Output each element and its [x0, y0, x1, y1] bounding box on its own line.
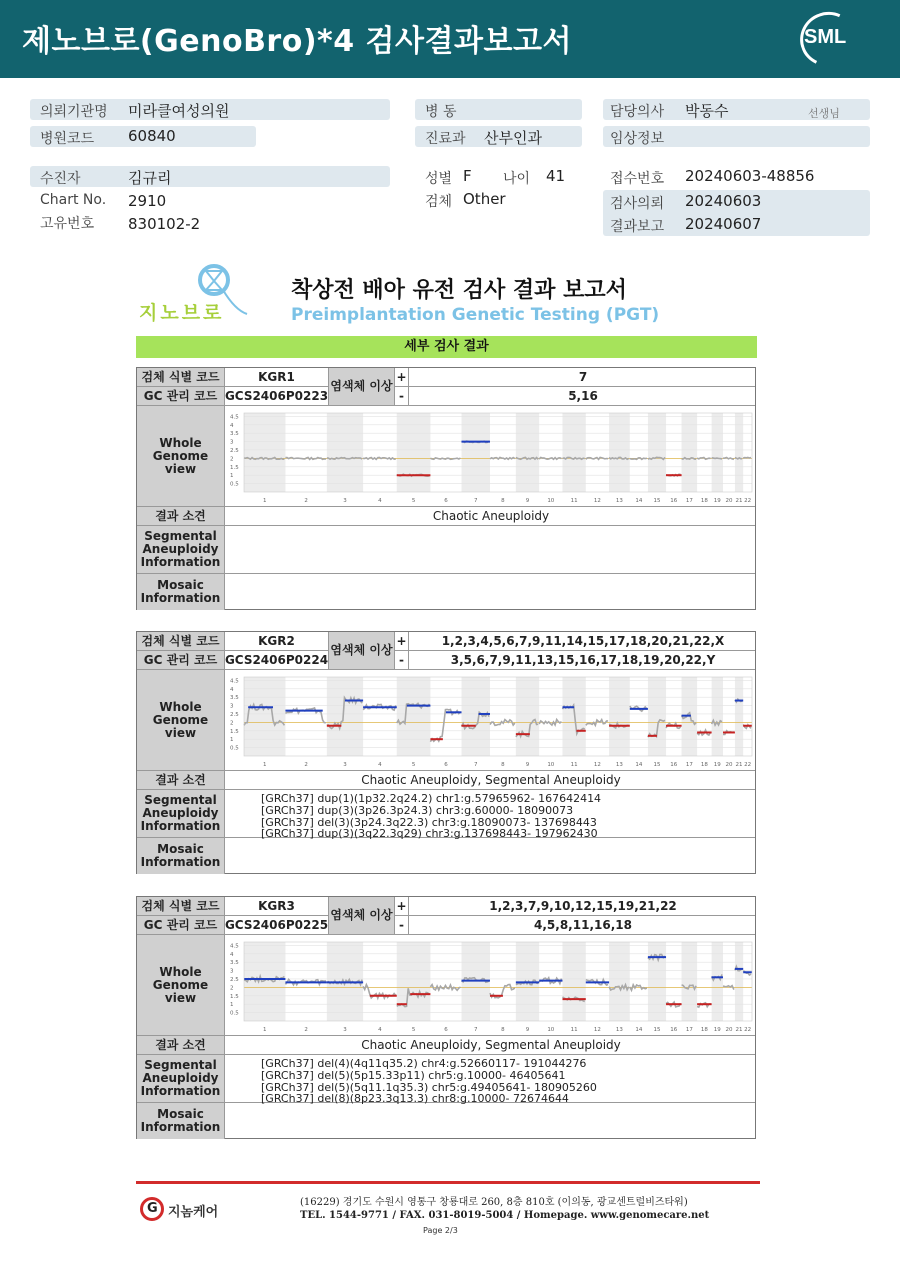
chromosome-label: 20 — [725, 1027, 733, 1033]
facility-value: 미라클여성의원 — [128, 102, 230, 120]
section-title: 세부 검사 결과 — [136, 336, 757, 358]
chromosome-label: 2 — [304, 762, 308, 768]
sample-block — [136, 896, 756, 1139]
receipt-label: 접수번호 — [610, 171, 665, 187]
chromosome-label: 6 — [444, 762, 448, 768]
name-label: 수진자 — [40, 171, 81, 187]
copy-number-trace — [490, 457, 515, 459]
chromosome-label: 8 — [501, 498, 505, 504]
loss-sign: - — [395, 387, 409, 405]
finding-row — [137, 507, 755, 526]
sample-id-label: 검체 식별 코드 — [137, 368, 225, 386]
y-tick-label: 4 — [230, 951, 234, 958]
document-title: 제노브로(GenoBro)*4 검사결과보고서 — [22, 24, 572, 59]
segmental-item: [GRCh37] del(5)(5q11.1q35.3) chr5:g.49405641- 180905260 — [261, 1080, 597, 1094]
id-label: 고유번호 — [40, 216, 95, 232]
y-tick-label: 1.5 — [230, 728, 239, 735]
y-tick-label: 4 — [230, 686, 234, 693]
pill-name — [30, 166, 390, 187]
whole-genome-label: Whole Genome view — [137, 670, 225, 770]
y-tick-label: 3 — [230, 703, 234, 710]
chromosome-label: 19 — [713, 1027, 721, 1033]
header-bar — [0, 0, 900, 78]
department-value: 산부인과 — [484, 129, 542, 147]
segmental-row — [137, 1055, 755, 1106]
chromosome-label: 12 — [593, 762, 601, 768]
genomecare-logo — [140, 1197, 230, 1223]
y-tick-label: 3.5 — [230, 960, 239, 967]
chromosome-label: 6 — [444, 1027, 448, 1033]
sample-id-value: KGR1 — [225, 368, 329, 386]
chromosome-label: 7 — [473, 498, 478, 504]
copy-number-trace — [539, 457, 561, 459]
sample-id-row — [137, 632, 755, 651]
sml-logo-text: SML — [804, 26, 847, 48]
chromosome-label: 4 — [378, 762, 382, 768]
segmental-row — [137, 790, 755, 841]
chromosome-label: 22 — [744, 1027, 752, 1033]
segmental-item: [GRCh37] dup(3)(3p26.3p24.3) chr3:g.60000- 18090073 — [261, 803, 574, 817]
loss-sign: - — [395, 651, 409, 669]
hospital-code-label: 병원코드 — [40, 131, 95, 147]
y-tick-label: 2 — [230, 985, 234, 992]
loss-chromosomes: 4,5,8,11,16,18 — [534, 917, 632, 932]
chromosome-label: 13 — [615, 498, 623, 504]
gc-code-row — [137, 916, 755, 935]
chromosome-label: 17 — [685, 762, 693, 768]
whole-genome-label: Whole Genome view — [137, 935, 225, 1035]
chromosome-label: 20 — [725, 498, 733, 504]
mosaic-value — [225, 574, 757, 610]
specimen-label: 검체 — [425, 194, 453, 210]
y-tick-label: 1 — [230, 1002, 234, 1009]
y-tick-label: 2 — [230, 720, 234, 727]
chromosome-label: 1 — [262, 498, 267, 504]
chromosome-label: 15 — [653, 498, 661, 504]
genomecare-g-icon: G — [140, 1197, 164, 1221]
chart-label: Chart No. — [40, 192, 107, 208]
gain-chromosomes: 1,2,3,4,5,6,7,9,11,14,15,17,18,20,21,22,X — [441, 633, 725, 648]
finding-label: 결과 소견 — [137, 507, 225, 525]
finding-label: 결과 소견 — [137, 1036, 225, 1054]
finding-row — [137, 771, 755, 790]
segmental-item: [GRCh37] del(5)(5p15.33p11) chr5:g.10000- 46405641 — [261, 1068, 566, 1082]
y-tick-label: 2.5 — [230, 711, 239, 718]
genome-plot-KGR3 — [226, 936, 756, 1035]
copy-number-trace — [723, 457, 734, 459]
chromosome-label: 3 — [343, 498, 347, 504]
finding-value: Chaotic Aneuploidy, Segmental Aneuploidy — [361, 772, 621, 787]
finding-value: Chaotic Aneuploidy, Segmental Aneuploidy — [361, 1037, 621, 1052]
footer-address-line: (16229) 경기도 수원시 영통구 창룡대로 260, 8층 810호 (이의동, 광교센트럴비즈타워) — [300, 1197, 688, 1208]
chromosome-label: 11 — [570, 1027, 578, 1033]
sample-id-label: 검체 식별 코드 — [137, 632, 225, 650]
sex-label: 성별 — [425, 171, 453, 187]
sample-id-value: KGR3 — [225, 897, 329, 915]
gc-code-label: GC 관리 코드 — [137, 651, 225, 669]
chromosome-label: 12 — [593, 498, 601, 504]
copy-number-trace — [586, 457, 608, 459]
mosaic-value — [225, 838, 757, 874]
chromosome-label: 1 — [262, 762, 267, 768]
loss-chromosomes: 3,5,6,7,9,11,13,15,16,17,18,19,20,22,Y — [450, 652, 716, 667]
sample-block — [136, 631, 756, 874]
chromosome-label: 18 — [700, 762, 708, 768]
whole-genome-row — [137, 406, 755, 507]
mosaic-row — [137, 574, 755, 610]
request-label: 검사의뢰 — [610, 196, 665, 212]
chromosome-label: 18 — [700, 1027, 708, 1033]
y-tick-label: 4.5 — [230, 678, 239, 685]
abnormality-label: 염색체 이상 — [329, 632, 395, 670]
sample-id-row — [137, 897, 755, 916]
chromosome-label: 9 — [525, 762, 530, 768]
chromosome-label: 11 — [570, 498, 578, 504]
copy-number-trace — [743, 457, 751, 458]
segmental-list — [261, 1058, 597, 1105]
name-value: 김규리 — [128, 169, 172, 187]
mosaic-value — [225, 1103, 757, 1139]
gc-code-value: GCS2406P0223 — [225, 387, 329, 405]
chromosome-label: 5 — [411, 762, 416, 768]
chromosome-label: 5 — [411, 1027, 416, 1033]
whole-genome-label: Whole Genome view — [137, 406, 225, 506]
sample-id-row — [137, 368, 755, 387]
chromosome-label: 8 — [501, 762, 505, 768]
abnormality-label: 염색체 이상 — [329, 368, 395, 406]
chromosome-label: 19 — [713, 498, 721, 504]
chromosome-label: 22 — [744, 498, 752, 504]
segmental-label: Segmental Aneuploidy Information — [137, 790, 225, 837]
copy-number-trace — [712, 458, 722, 459]
age-value: 41 — [546, 167, 566, 185]
loss-sign: - — [395, 916, 409, 934]
chromosome-label: 8 — [501, 1027, 505, 1033]
abnormality-label: 염색체 이상 — [329, 897, 395, 935]
whole-genome-row — [137, 935, 755, 1036]
chromosome-label: 9 — [525, 1027, 530, 1033]
segmental-item: [GRCh37] dup(3)(3q22.3q29) chr3:g.137698443- 197962430 — [261, 827, 598, 841]
y-tick-label: 0.5 — [230, 481, 239, 488]
genome-plot-KGR2 — [226, 671, 756, 770]
y-tick-label: 0.5 — [230, 745, 239, 752]
y-tick-label: 3.5 — [230, 431, 239, 438]
copy-number-trace — [285, 457, 325, 459]
gain-chromosomes: 7 — [578, 369, 588, 384]
y-tick-label: 2.5 — [230, 447, 239, 454]
chromosome-label: 13 — [615, 762, 623, 768]
chromosome-label: 1 — [262, 1027, 267, 1033]
gc-code-value: GCS2406P0225 — [225, 916, 329, 934]
chart-value: 2910 — [128, 192, 167, 210]
gc-code-label: GC 관리 코드 — [137, 916, 225, 934]
gain-sign: + — [395, 897, 409, 915]
chromosome-label: 2 — [304, 1027, 308, 1033]
chromosome-label: 16 — [670, 1027, 678, 1033]
receipt-value: 20240603-48856 — [685, 167, 815, 185]
segmental-label: Segmental Aneuploidy Information — [137, 526, 225, 573]
id-value: 830102-2 — [128, 215, 201, 233]
y-tick-label: 3.5 — [230, 695, 239, 702]
chromosome-label: 15 — [653, 1027, 661, 1033]
segmental-row — [137, 526, 755, 574]
gc-code-row — [137, 387, 755, 406]
chromosome-label: 17 — [685, 1027, 693, 1033]
chromosome-label: 5 — [411, 498, 416, 504]
chromosome-label: 22 — [744, 762, 752, 768]
footer-address — [300, 1196, 709, 1222]
chromosome-label: 15 — [653, 762, 661, 768]
segmental-list — [261, 793, 601, 840]
y-tick-label: 4.5 — [230, 943, 239, 950]
segmental-item: [GRCh37] del(8)(8p23.3q13.3) chr8:g.10000- 72674644 — [261, 1092, 569, 1106]
copy-number-trace — [697, 457, 710, 459]
request-value: 20240603 — [685, 192, 762, 210]
segmental-item: [GRCh37] del(4)(4q11q35.2) chr4:g.52660117- 191044276 — [261, 1057, 587, 1070]
finding-row — [137, 1036, 755, 1055]
sex-value: F — [463, 167, 472, 185]
y-tick-label: 1.5 — [230, 993, 239, 1000]
ward-label: 병 동 — [425, 104, 457, 120]
chromosome-label: 20 — [725, 762, 733, 768]
chromosome-label: 14 — [635, 762, 643, 768]
chromosome-label: 4 — [378, 498, 382, 504]
sample-block — [136, 367, 756, 610]
report-subtitle: Preimplantation Genetic Testing (PGT) — [291, 305, 660, 325]
footer-divider — [136, 1181, 760, 1184]
chromosome-label: 6 — [444, 498, 448, 504]
sml-logo — [800, 12, 858, 66]
chromosome-label: 7 — [473, 762, 478, 768]
gc-code-row — [137, 651, 755, 670]
genobro-logo — [135, 262, 260, 328]
mosaic-label: Mosaic Information — [137, 1103, 225, 1139]
finding-label: 결과 소견 — [137, 771, 225, 789]
chromosome-label: 10 — [547, 762, 555, 768]
gain-sign: + — [395, 632, 409, 650]
y-tick-label: 0.5 — [230, 1010, 239, 1017]
hospital-code-value: 60840 — [128, 127, 176, 145]
y-tick-label: 1 — [230, 737, 234, 744]
loss-chromosomes: 5,16 — [568, 388, 598, 403]
gc-code-value: GCS2406P0224 — [225, 651, 329, 669]
y-tick-label: 1 — [230, 473, 234, 480]
chromosome-label: 13 — [615, 1027, 623, 1033]
report-value: 20240607 — [685, 215, 762, 233]
chromosome-label: 17 — [685, 498, 693, 504]
gain-chromosomes: 1,2,3,7,9,10,12,15,19,21,22 — [489, 898, 677, 913]
genobro-logo-text: 지노브로 — [139, 302, 225, 324]
chromosome-label: 14 — [635, 498, 643, 504]
finding-value: Chaotic Aneuploidy — [432, 508, 550, 523]
clinical-label: 임상정보 — [610, 131, 665, 147]
chromosome-label: 3 — [343, 762, 347, 768]
doctor-suffix: 선생님 — [808, 107, 840, 120]
sample-id-label: 검체 식별 코드 — [137, 897, 225, 915]
chromosome-label: 10 — [547, 1027, 555, 1033]
y-tick-label: 2.5 — [230, 976, 239, 983]
department-label: 진료과 — [425, 131, 466, 147]
gc-code-label: GC 관리 코드 — [137, 387, 225, 405]
chromosome-label: 14 — [635, 1027, 643, 1033]
chromosome-label: 10 — [547, 498, 555, 504]
specimen-value: Other — [463, 190, 506, 208]
report-label: 결과보고 — [610, 219, 665, 235]
chromosome-label: 11 — [570, 762, 578, 768]
whole-genome-row — [137, 670, 755, 771]
segmental-item: [GRCh37] dup(1)(1p32.2q24.2) chr1:g.57965962- 167642414 — [261, 792, 602, 805]
chromosome-label: 9 — [525, 498, 530, 504]
footer-contact-line: TEL. 1544-9771 / FAX. 031-8019-5004 / Homepage. www.genomecare.net — [300, 1210, 710, 1221]
chromosome-label: 12 — [593, 1027, 601, 1033]
mosaic-label: Mosaic Information — [137, 838, 225, 874]
y-tick-label: 4 — [230, 422, 234, 429]
genomecare-name: 지놈케어 — [168, 1205, 219, 1220]
chromosome-label: 18 — [700, 498, 708, 504]
segmental-label: Segmental Aneuploidy Information — [137, 1055, 225, 1102]
chromosome-label: 2 — [304, 498, 308, 504]
mosaic-label: Mosaic Information — [137, 574, 225, 610]
chromosome-label: 21 — [735, 498, 743, 504]
segmental-item: [GRCh37] del(3)(3p24.3q22.3) chr3:g.18090073- 137698443 — [261, 815, 597, 829]
sample-id-value: KGR2 — [225, 632, 329, 650]
genome-plot-KGR1 — [226, 407, 756, 506]
report-title: 착상전 배아 유전 검사 결과 보고서 — [291, 278, 627, 303]
chromosome-label: 7 — [473, 1027, 478, 1033]
y-tick-label: 2 — [230, 456, 234, 463]
chromosome-label: 19 — [713, 762, 721, 768]
age-label: 나이 — [503, 171, 531, 187]
doctor-value: 박동수 — [685, 102, 729, 120]
doctor-label: 담당의사 — [610, 104, 665, 120]
chromosome-label: 21 — [735, 1027, 743, 1033]
facility-label: 의뢰기관명 — [40, 104, 108, 120]
chromosome-label: 16 — [670, 762, 678, 768]
chromosome-label: 16 — [670, 498, 678, 504]
chromosome-label: 21 — [735, 762, 743, 768]
mosaic-row — [137, 1103, 755, 1139]
chromosome-label: 4 — [378, 1027, 382, 1033]
y-tick-label: 3 — [230, 968, 234, 975]
chromosome-label: 3 — [343, 1027, 347, 1033]
y-tick-label: 3 — [230, 439, 234, 446]
page-number: Page 2/3 — [423, 1226, 458, 1235]
mosaic-row — [137, 838, 755, 874]
y-tick-label: 1.5 — [230, 464, 239, 471]
gain-sign: + — [395, 368, 409, 386]
y-tick-label: 4.5 — [230, 414, 239, 421]
